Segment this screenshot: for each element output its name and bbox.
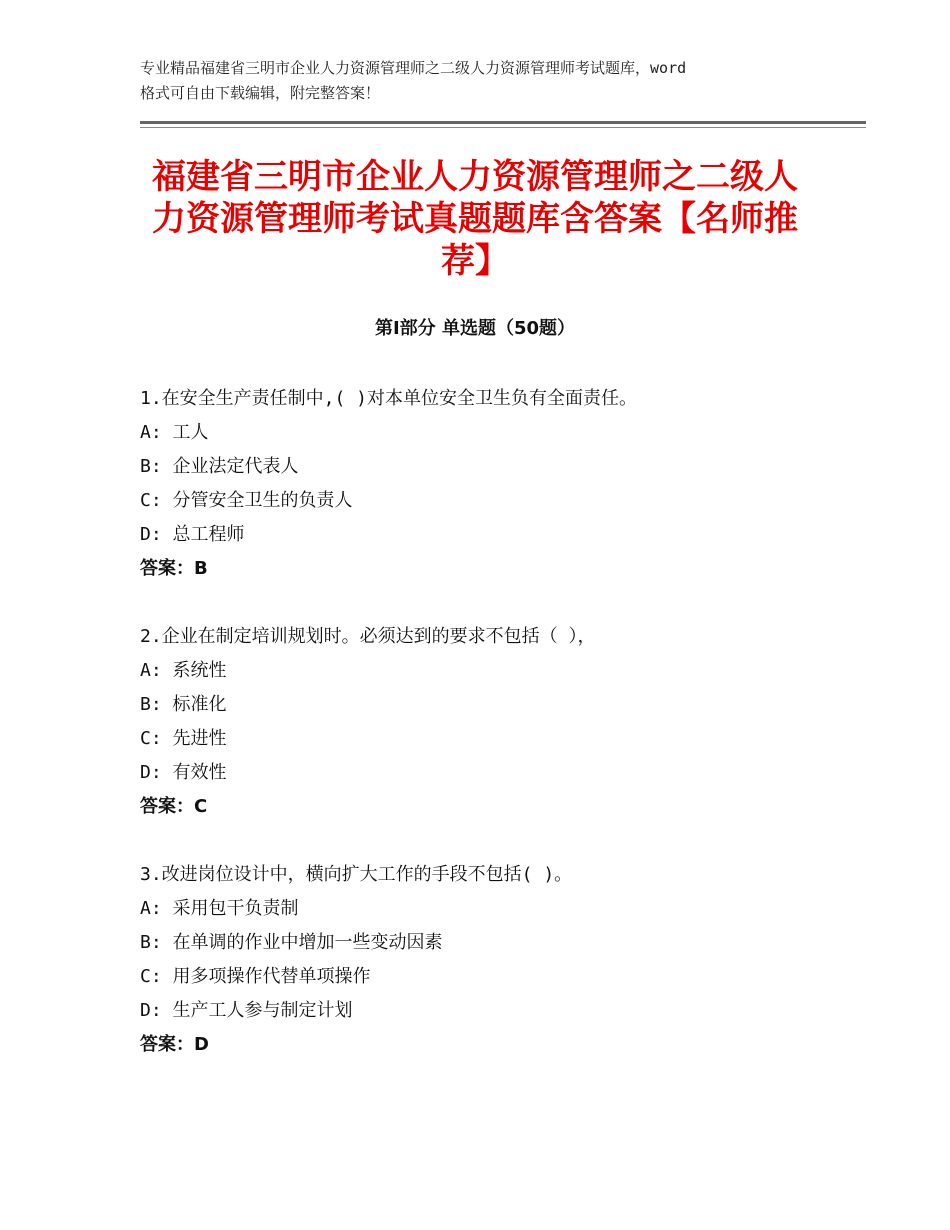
answer-label: 答案：C bbox=[140, 796, 208, 817]
header-line-2: 格式可自由下载编辑，附完整答案！ bbox=[140, 84, 381, 102]
title-line-2: 力资源管理师考试真题题库含答案【名师推 bbox=[152, 199, 798, 239]
option-a: A: 工人 bbox=[140, 422, 209, 443]
option-d: D: 总工程师 bbox=[140, 524, 245, 545]
option-a: A: 系统性 bbox=[140, 660, 227, 681]
header-divider-thick bbox=[140, 121, 866, 124]
question-2 bbox=[140, 620, 840, 824]
option-d: D: 有效性 bbox=[140, 762, 227, 783]
header-line-1: 专业精品福建省三明市企业人力资源管理师之二级人力资源管理师考试题库，word bbox=[140, 59, 687, 77]
question-stem: 1.在安全生产责任制中,( )对本单位安全卫生负有全面责任。 bbox=[140, 388, 638, 409]
option-d: D: 生产工人参与制定计划 bbox=[140, 1000, 353, 1021]
document-title bbox=[140, 156, 810, 282]
answer-label: 答案：D bbox=[140, 1034, 209, 1055]
title-line-3: 荐】 bbox=[441, 241, 509, 281]
option-b: B: 标准化 bbox=[140, 694, 227, 715]
question-3 bbox=[140, 858, 840, 1062]
answer-label: 答案：B bbox=[140, 558, 208, 579]
title-line-1: 福建省三明市企业人力资源管理师之二级人 bbox=[152, 157, 798, 197]
option-b: B: 企业法定代表人 bbox=[140, 456, 299, 477]
option-a: A: 采用包干负责制 bbox=[140, 898, 299, 919]
question-stem: 2.企业在制定培训规划时。必须达到的要求不包括（ ）， bbox=[140, 626, 596, 647]
option-c: C: 先进性 bbox=[140, 728, 227, 749]
header-divider-thin bbox=[140, 127, 866, 128]
option-c: C: 用多项操作代替单项操作 bbox=[140, 966, 371, 987]
section-heading: 第Ⅰ部分 单选题（50题） bbox=[374, 318, 575, 339]
option-b: B: 在单调的作业中增加一些变动因素 bbox=[140, 932, 443, 953]
document-header bbox=[140, 56, 830, 106]
question-1 bbox=[140, 382, 840, 586]
question-list bbox=[140, 382, 840, 1096]
question-stem: 3.改进岗位设计中，横向扩大工作的手段不包括( )。 bbox=[140, 864, 573, 885]
option-c: C: 分管安全卫生的负责人 bbox=[140, 490, 353, 511]
